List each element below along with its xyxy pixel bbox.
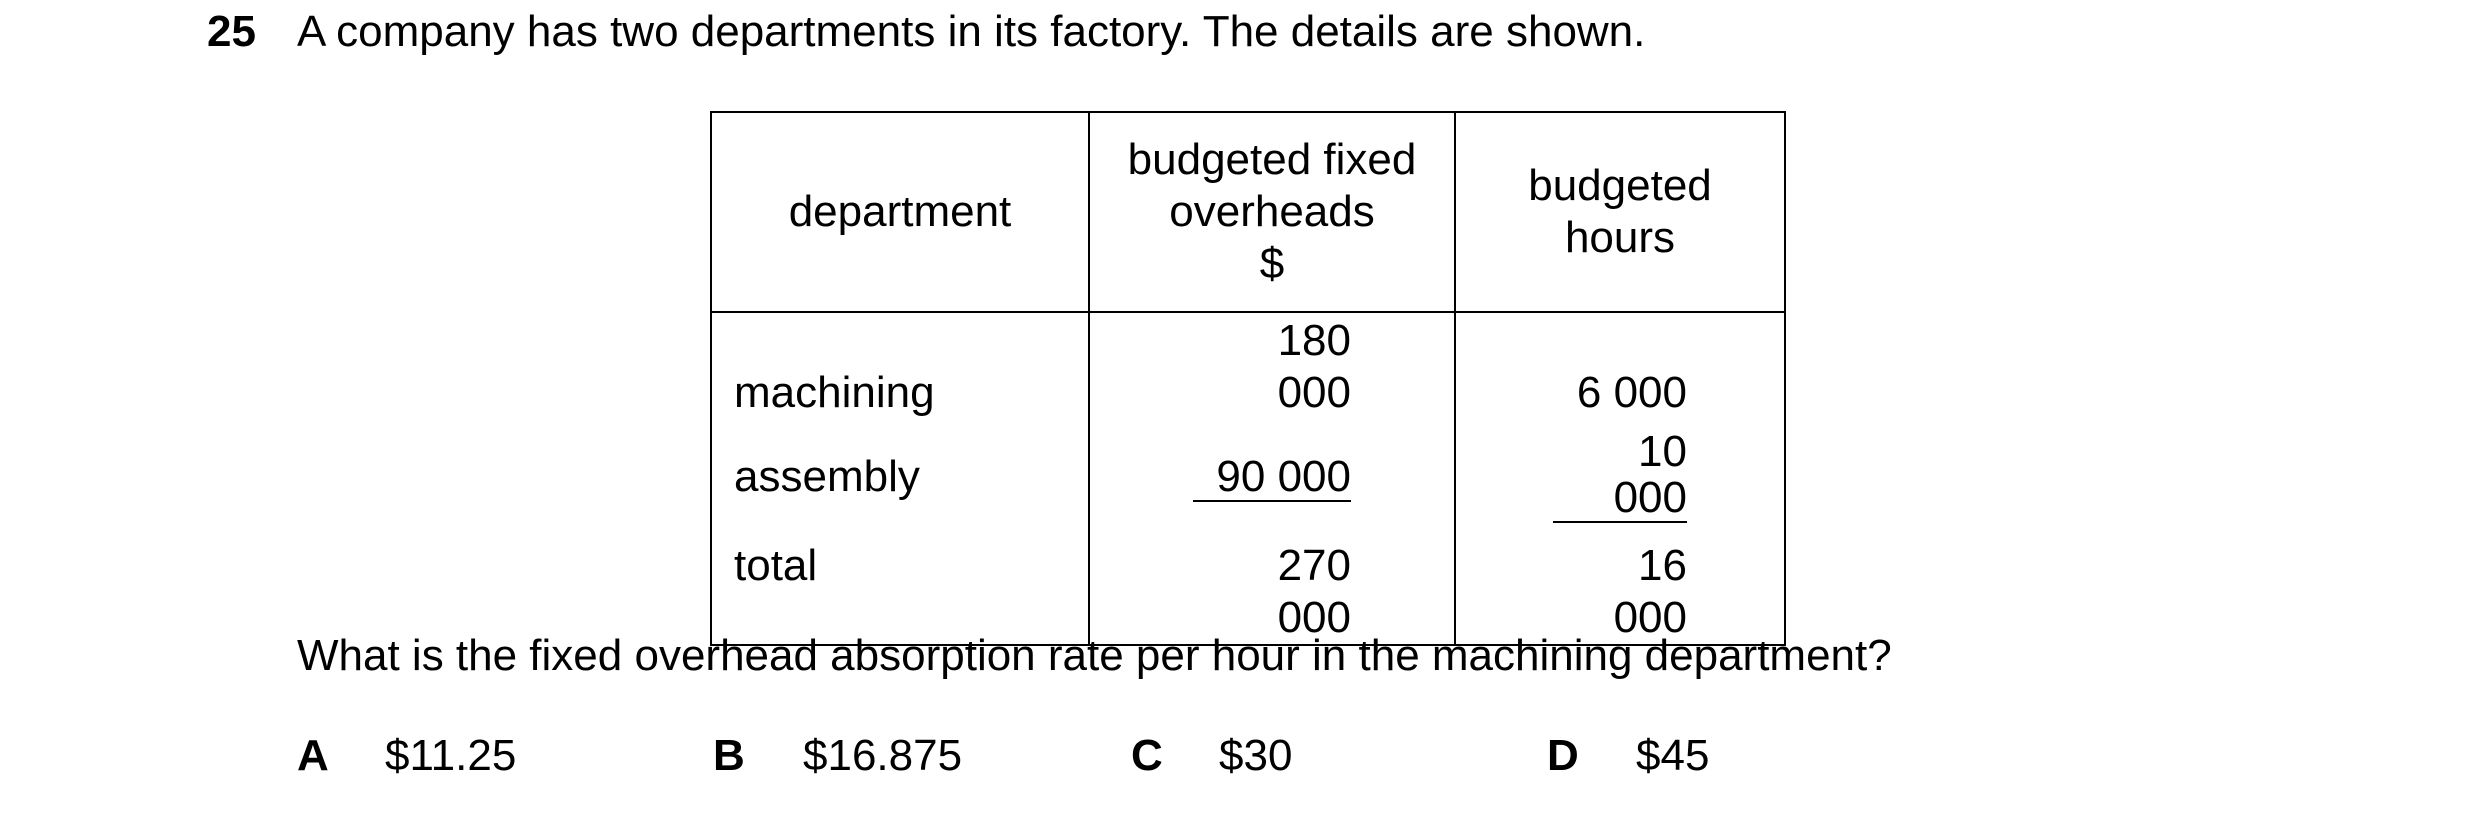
- value-overheads: 270 000: [1277, 541, 1351, 642]
- cell-overheads: [1089, 524, 1455, 645]
- option-c-letter: C: [1131, 731, 1163, 780]
- cell-hours: [1455, 524, 1785, 645]
- department-table: [710, 111, 1786, 646]
- header-department: [711, 112, 1089, 312]
- option-b[interactable]: [713, 730, 963, 782]
- cell-hours: [1455, 312, 1785, 429]
- value-hours: 16 000: [1613, 541, 1687, 642]
- option-a[interactable]: [297, 730, 517, 782]
- value-hours: 6 000: [1576, 368, 1687, 417]
- value-overheads: 180 000: [1277, 316, 1351, 417]
- header-hours-line2: hours: [1564, 213, 1676, 262]
- cell-department: machining: [711, 312, 1089, 429]
- option-c[interactable]: [1131, 730, 1293, 782]
- header-hours: [1455, 112, 1785, 312]
- option-b-letter: B: [713, 731, 745, 780]
- option-d[interactable]: [1547, 730, 1710, 782]
- header-overheads-line1: budgeted fixed: [1127, 135, 1417, 184]
- option-c-text: $30: [1219, 731, 1293, 780]
- table-header-row: [711, 112, 1785, 312]
- header-overheads-line2: overheads: [1169, 187, 1375, 236]
- question-stem: A company has two departments in its factory. The details are shown.: [297, 7, 1646, 56]
- table-row-machining: [711, 312, 1785, 429]
- header-department-label: department: [788, 187, 1012, 236]
- table-row-assembly: [711, 429, 1785, 524]
- header-overheads: [1089, 112, 1455, 312]
- value-overheads-underlined: 90 000: [1193, 454, 1351, 502]
- table-row-total: [711, 524, 1785, 645]
- question-number: 25: [207, 7, 256, 56]
- option-b-text: $16.875: [803, 731, 963, 780]
- value-hours-underlined: 10 000: [1553, 429, 1687, 523]
- option-d-letter: D: [1547, 731, 1579, 780]
- header-hours-line1: budgeted: [1528, 161, 1712, 210]
- cell-overheads: [1089, 312, 1455, 429]
- option-a-letter: A: [297, 731, 329, 780]
- cell-hours: [1455, 429, 1785, 524]
- cell-department: assembly: [711, 429, 1089, 524]
- cell-department: total: [711, 524, 1089, 645]
- option-a-text: $11.25: [385, 731, 517, 780]
- question-prompt: What is the fixed overhead absorption rate per hour in the machining department?: [297, 631, 1892, 680]
- header-overheads-unit: $: [1259, 239, 1285, 288]
- cell-overheads: [1089, 429, 1455, 524]
- option-d-text: $45: [1636, 731, 1710, 780]
